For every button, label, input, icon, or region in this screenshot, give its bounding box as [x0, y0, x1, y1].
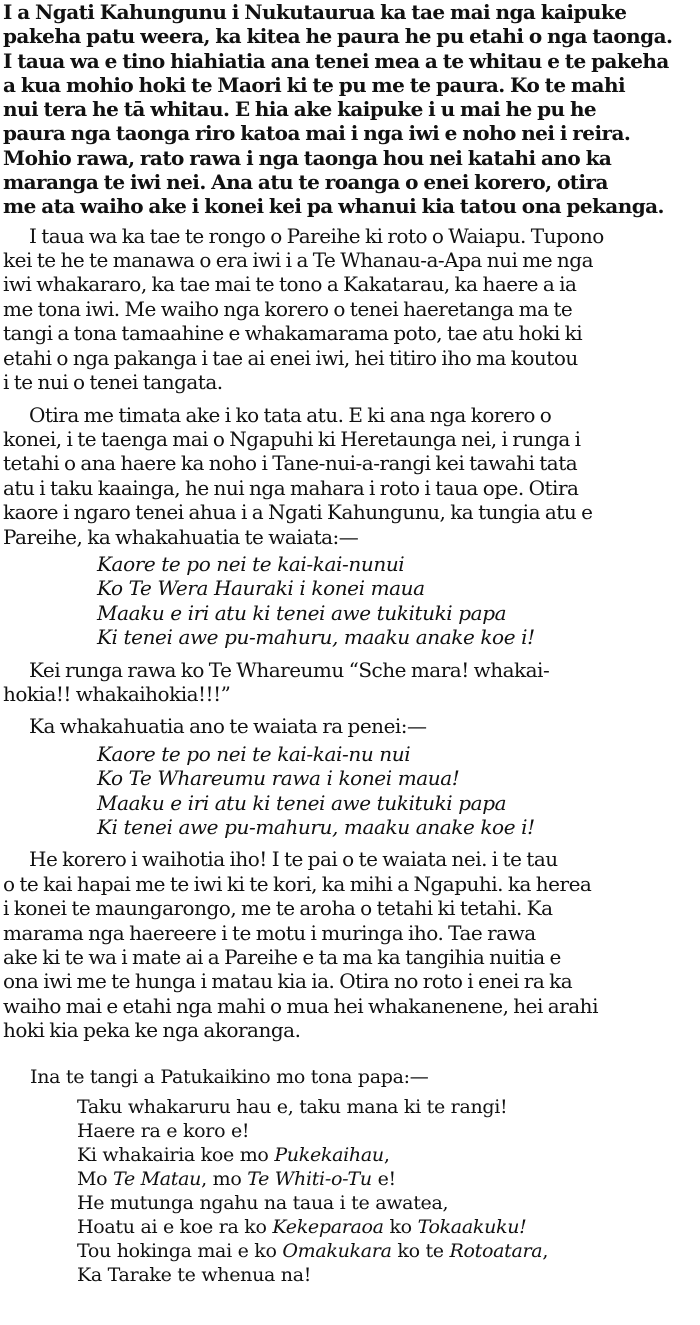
text-line: Kei runga rawa ko Te Whareumu “Sche mara! whakai- — [29, 657, 550, 682]
text-line: iwi whakararo, ka tae mai te tono a Kakatarau, ka haere a ia — [3, 272, 577, 297]
text-line: me tona iwi. Me waiho nga korero o tenei haeretanga ma te — [3, 296, 573, 321]
text-line: waiho mai e etahi nga mahi o mua hei whakanenene, hei arahi — [3, 993, 598, 1018]
lament-line: Mo Te Matau, mo Te Whiti-o-Tu e! — [77, 1167, 396, 1190]
verse-line: Ko Te Wera Hauraki i konei maua — [97, 576, 425, 601]
text-line: i konei te maungarongo, me te aroha o tetahi ki tetahi. Ka — [3, 896, 553, 921]
text-line: I a Ngati Kahungunu i Nukutaurua ka tae mai nga kaipuke — [3, 0, 627, 24]
text-line: marama nga haereere i te motu i muringa iho. Tae rawa — [3, 920, 536, 945]
paragraph-2 — [3, 224, 696, 395]
lament — [77, 1095, 700, 1287]
text-line: kei te he te manawa o era iwi i a Te Whanau-a-Apa nui me nga — [3, 248, 593, 273]
verse-line: Maaku e iri atu ki tenei awe tukituki papa — [97, 790, 507, 815]
paragraph-5 — [3, 714, 696, 738]
text-line: I taua wa ka tae te rongo o Pareihe ki roto o Waiapu. Tupono — [29, 223, 604, 248]
text-line: Pareihe, ka whakahuatia te waiata:— — [3, 524, 359, 549]
text-line: me ata waiho ake i konei kei pa whanui kia tatou ona pekanga. — [3, 194, 664, 219]
lament-line: Ka Tarake te whenua na! — [77, 1263, 312, 1286]
paragraph-3 — [3, 403, 696, 549]
text-line: ake ki te wa i mate ai a Pareihe e ta ma ka tangihia nuitia e — [3, 945, 561, 970]
paragraph-6 — [3, 847, 696, 1042]
verse-line: Ko Te Whareumu rawa i konei maua! — [97, 766, 460, 791]
lament-line: He mutunga ngahu na taua i te awatea, — [77, 1191, 449, 1214]
verse-line: Ki tenei awe pu-mahuru, maaku anake koe i! — [97, 625, 535, 650]
lament-line: Haere ra e koro e! — [77, 1119, 250, 1142]
text-line: paura nga taonga riro katoa mai i nga iwi e noho nei i reira. — [3, 121, 631, 146]
text-line: tangi a tona tamaahine e whakamarama poto, tae atu hoki ki — [3, 321, 583, 346]
text-line: nui tera he tā whitau. E hia ake kaipuke i u mai he pu he — [3, 97, 597, 122]
text-line: hokia!! whakaihokia!!!” — [3, 681, 231, 706]
text-line: i te nui o tenei tangata. — [3, 370, 223, 395]
text-line: hoki kia peka ke nga akoranga. — [3, 1018, 301, 1043]
text-line: o te kai hapai me te iwi ki te kori, ka mihi a Ngapuhi. ka herea — [3, 871, 592, 896]
text-line: Ka whakahuatia ano te waiata ra penei:— — [29, 714, 427, 739]
text-line: Mohio rawa, rato rawa i nga taonga hou nei katahi ano ka — [3, 145, 612, 170]
text-line: pakeha patu weera, ka kitea he paura he pu etahi o nga taonga. — [3, 24, 673, 49]
verse-1 — [97, 552, 700, 650]
verse-line: Kaore te po nei te kai-kai-nunui — [97, 551, 405, 576]
text-line: ona iwi me te hunga i matau kia ia. Otira no roto i enei ra ka — [3, 969, 573, 994]
text-line: etahi o nga pakanga i tae ai enei iwi, hei titiro iho ma koutou — [3, 345, 578, 370]
text-line: I taua wa e tino hiahiatia ana tenei mea a te whitau e te pakeha — [3, 48, 669, 73]
lament-line: Ki whakairia koe mo Pukekaihau, — [77, 1143, 390, 1166]
text-line: tetahi o ana haere ka noho i Tane-nui-a-rangi kei tawahi tata — [3, 451, 578, 476]
text-line: maranga te iwi nei. Ana atu te roanga o enei korero, otira — [3, 170, 608, 195]
text-line: kaore i ngaro tenei ahua i a Ngati Kahungunu, ka tungia atu e — [3, 500, 593, 525]
verse-line: Kaore te po nei te kai-kai-nu nui — [97, 741, 411, 766]
verse-2 — [97, 742, 700, 840]
verse-line: Maaku e iri atu ki tenei awe tukituki papa — [97, 600, 507, 625]
text-line: He korero i waihotia iho! I te pai o te waiata nei. i te tau — [29, 847, 558, 872]
paragraph-1 — [3, 0, 696, 219]
text-line: konei, i te taenga mai o Ngapuhi ki Heretaunga nei, i runga i — [3, 426, 581, 451]
lament-intro: Ina te tangi a Patukaikino mo tona papa:— — [30, 1065, 429, 1088]
lament-line: Taku whakaruru hau e, taku mana ki te rangi! — [77, 1095, 508, 1118]
lament-line: Hoatu ai e koe ra ko Kekeparaoa ko Tokaakuku! — [77, 1215, 527, 1238]
text-line: atu i taku kaainga, he nui nga mahara i roto i taua ope. Otira — [3, 475, 579, 500]
paragraph-4 — [3, 658, 696, 707]
text-line: a kua mohio hoki te Maori ki te pu me te paura. Ko te mahi — [3, 72, 625, 97]
text-line: Otira me timata ake i ko tata atu. E ki ana nga korero o — [29, 402, 552, 427]
lament-line: Tou hokinga mai e ko Omakukara ko te Rotoatara, — [77, 1239, 549, 1262]
verse-line: Ki tenei awe pu-mahuru, maaku anake koe i! — [97, 815, 535, 840]
